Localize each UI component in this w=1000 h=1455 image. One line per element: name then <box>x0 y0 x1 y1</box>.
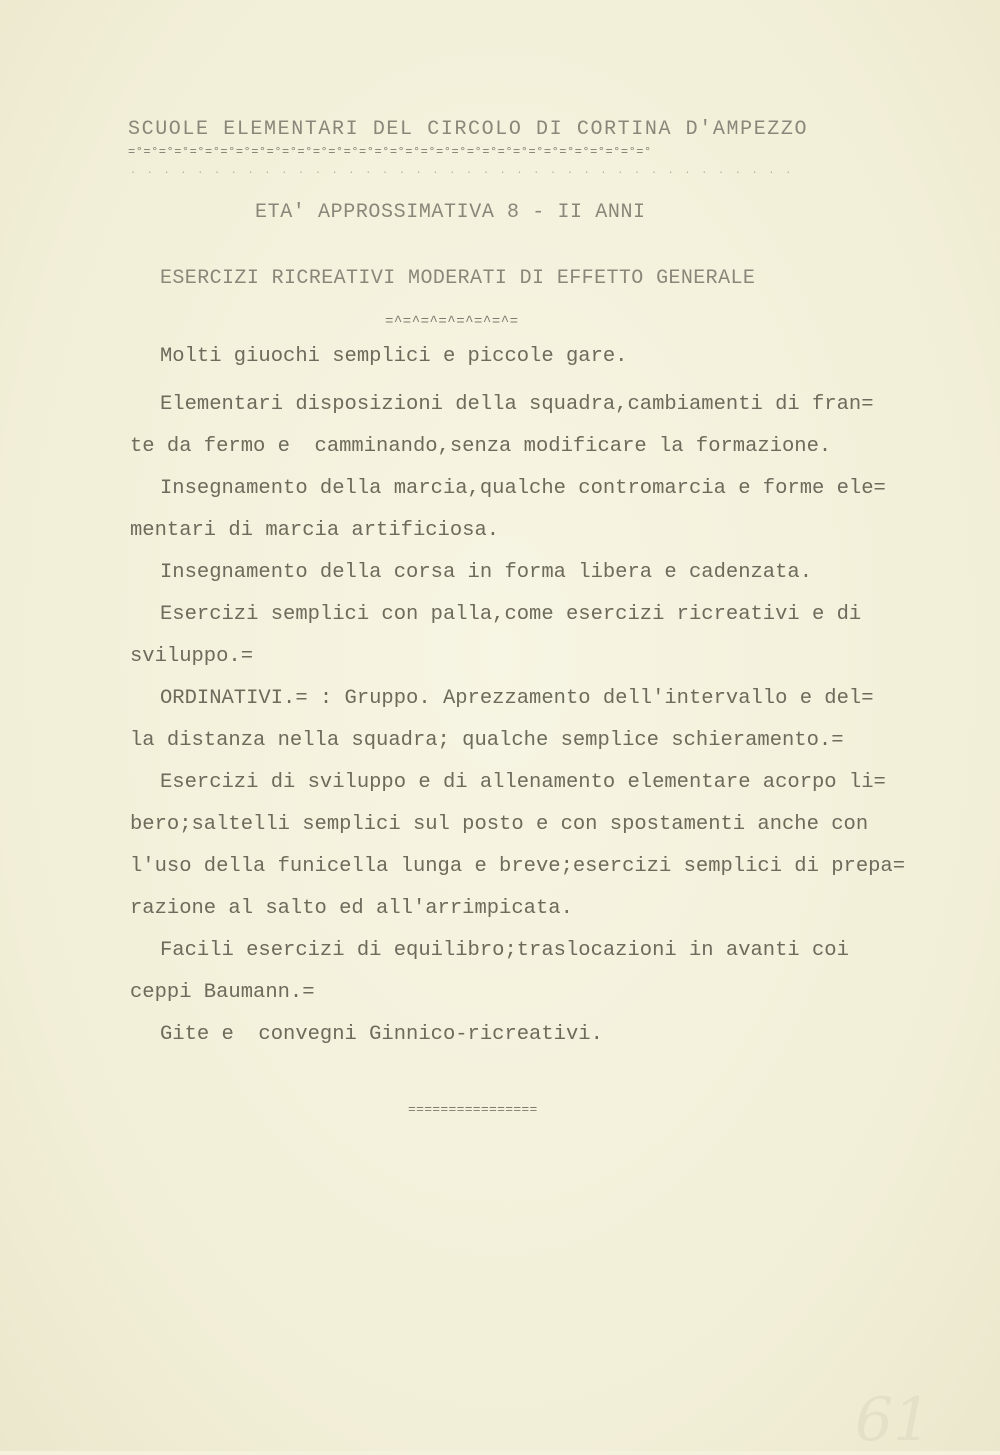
closing-rule: ================ <box>408 1102 538 1117</box>
text-line: la distanza nella squadra; qualche semplice schieramento.= <box>130 729 844 752</box>
school-header: SCUOLE ELEMENTARI DEL CIRCOLO DI CORTINA D'AMPEZZO <box>128 118 809 141</box>
header-ornament: =°=°=°=°=°=°=°=°=°=°=°=°=°=°=°=°=°=°=°=°=°=°=°=°=°=°=°=°=°=°=°=°=°=° <box>128 145 652 159</box>
text-line: Molti giuochi semplici e piccole gare. <box>160 345 628 368</box>
title-ornament: =^=^=^=^=^=^=^= <box>385 314 519 330</box>
text-line: Gite e convegni Ginnico-ricreativi. <box>160 1023 603 1046</box>
text-line: ORDINATIVI.= : Gruppo. Aprezzamento dell'intervallo e del= <box>160 687 874 710</box>
text-line: Esercizi di sviluppo e di allenamento elementare acorpo li= <box>160 771 886 794</box>
text-line: razione al salto ed all'arrimpicata. <box>130 897 573 920</box>
text-line: Insegnamento della marcia,qualche contromarcia e forme ele= <box>160 477 886 500</box>
text-line: Insegnamento della corsa in forma libera e cadenzata. <box>160 561 813 584</box>
text-line: mentari di marcia artificiosa. <box>130 519 500 542</box>
text-line: Facili esercizi di equilibro;traslocazioni in avanti coi <box>160 939 849 962</box>
text-line: te da fermo e camminando,senza modificare la formazione. <box>130 435 832 458</box>
age-heading: ETA' APPROSSIMATIVA 8 - II ANNI <box>255 201 646 224</box>
text-line: l'uso della funicella lunga e breve;esercizi semplici di prepa= <box>130 855 906 878</box>
text-line: bero;saltelli semplici sul posto e con spostamenti anche con <box>130 813 869 836</box>
section-title: ESERCIZI RICREATIVI MODERATI DI EFFETTO GENERALE <box>160 267 756 290</box>
page-number: 61 <box>855 1385 932 1455</box>
header-dots: . . . . . . . . . . . . . . . . . . . . . . . . . . . . . . . . . . . . . . . . <box>130 166 794 177</box>
text-line: Esercizi semplici con palla,come esercizi ricreativi e di <box>160 603 862 626</box>
text-line: sviluppo.= <box>130 645 254 668</box>
text-line: Elementari disposizioni della squadra,cambiamenti di fran= <box>160 393 874 416</box>
text-line: ceppi Baumann.= <box>130 981 315 1004</box>
